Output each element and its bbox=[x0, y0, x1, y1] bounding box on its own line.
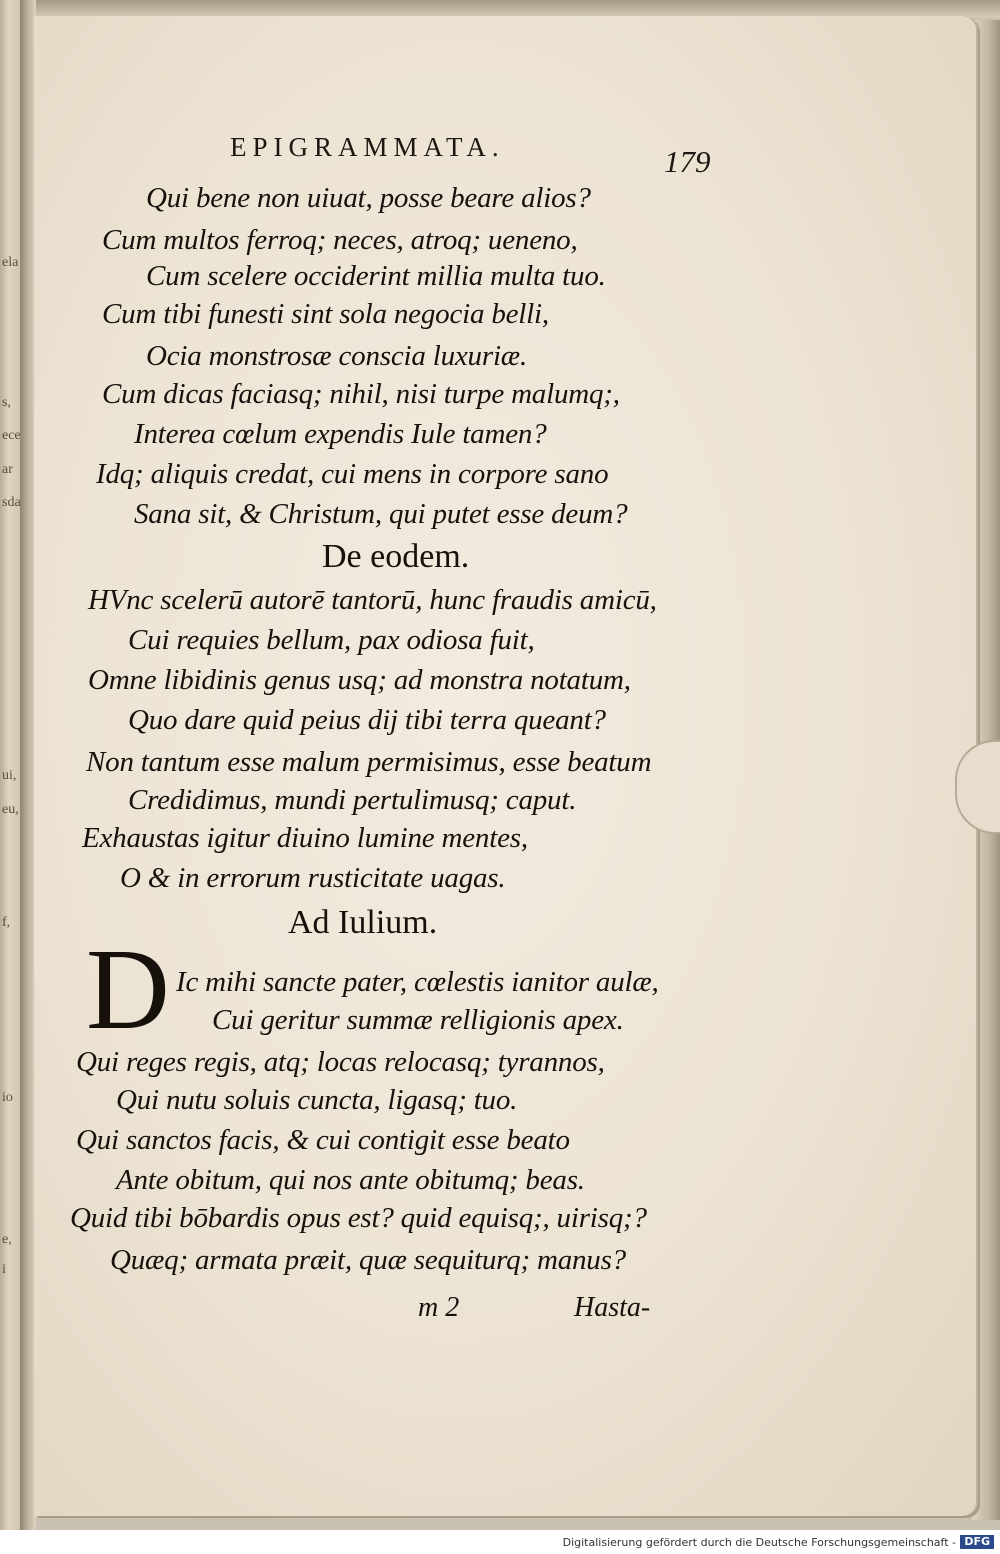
margin-fragment: ar bbox=[2, 462, 13, 477]
verse-line: Non tantum esse malum permisimus, esse beatum bbox=[86, 746, 652, 778]
section-heading: Ad Iulium. bbox=[288, 904, 438, 941]
verse-line: Cum multos ferroq; neces, atroq; ueneno, bbox=[102, 224, 578, 256]
verse-line: Cum dicas faciasq; nihil, nisi turpe malumq;, bbox=[102, 378, 620, 410]
verse-line: Omne libidinis genus usq; ad monstra notatum, bbox=[88, 664, 631, 696]
signature-mark: m 2 bbox=[418, 1292, 460, 1323]
verse-line: Ic mihi sancte pater, cœlestis ianitor aulæ, bbox=[176, 966, 659, 998]
catchword: Hasta- bbox=[574, 1292, 651, 1323]
verse-line: Qui reges regis, atq; locas relocasq; tyrannos, bbox=[76, 1046, 605, 1078]
verse-line: Qui bene non uiuat, posse beare alios? bbox=[146, 182, 591, 214]
drop-capital: D bbox=[86, 926, 170, 1054]
verse-line: Cui geritur summæ relligionis apex. bbox=[212, 1004, 624, 1036]
verse-line: Quo dare quid peius dij tibi terra queant? bbox=[128, 704, 606, 736]
margin-fragment: ui, bbox=[2, 768, 17, 783]
margin-fragment: eu, bbox=[2, 802, 19, 817]
margin-fragment: io bbox=[2, 1090, 13, 1105]
funding-notice: Digitalisierung gefördert durch die Deutsche Forschungsgemeinschaft - bbox=[562, 1536, 956, 1549]
verse-line: Ocia monstrosæ conscia luxuriæ. bbox=[146, 340, 527, 372]
margin-fragment: s, bbox=[2, 395, 11, 410]
verse-line: Cum tibi funesti sint sola negocia belli, bbox=[102, 298, 549, 330]
verse-line: Quæq; armata præit, quæ sequiturq; manus? bbox=[110, 1244, 626, 1276]
running-head: EPIGRAMMATA. bbox=[230, 132, 505, 162]
verse-line: Cum scelere occiderint millia multa tuo. bbox=[146, 260, 606, 292]
verse-line: Sana sit, & Christum, qui putet esse deum? bbox=[134, 498, 628, 530]
verse-line: Qui nutu soluis cuncta, ligasq; tuo. bbox=[116, 1084, 518, 1116]
margin-fragment: ela bbox=[2, 255, 19, 270]
margin-fragment: f, bbox=[2, 915, 11, 930]
dfg-logo: DFG bbox=[960, 1535, 994, 1549]
section-heading: De eodem. bbox=[322, 538, 470, 575]
facing-page-edge bbox=[0, 0, 22, 1530]
verse-line: Idq; aliquis credat, cui mens in corpore sano bbox=[96, 458, 609, 490]
verse-line: Ante obitum, qui nos ante obitumq; beas. bbox=[116, 1164, 585, 1196]
verse-line: Interea cœlum expendis Iule tamen? bbox=[134, 418, 547, 450]
folio-number: 179 bbox=[664, 144, 711, 179]
margin-fragment: ece bbox=[2, 428, 21, 443]
verse-line: Cui requies bellum, pax odiosa fuit, bbox=[128, 624, 535, 656]
verse-line: O & in errorum rusticitate uagas. bbox=[120, 862, 506, 894]
margin-fragment: e, bbox=[2, 1232, 12, 1247]
margin-fragment: i bbox=[2, 1262, 6, 1277]
verse-line: Credidimus, mundi pertulimusq; caput. bbox=[128, 784, 577, 816]
verse-line: Qui sanctos facis, & cui contigit esse beato bbox=[76, 1124, 570, 1156]
verse-line: Exhaustas igitur diuino lumine mentes, bbox=[82, 822, 528, 854]
margin-fragment: sda bbox=[2, 495, 21, 510]
verse-line: Quid tibi bōbardis opus est? quid equisq;, uirisq;? bbox=[70, 1202, 647, 1234]
verse-line: HVnc scelerū autorē tantorū, hunc fraudis amicū, bbox=[88, 584, 657, 616]
